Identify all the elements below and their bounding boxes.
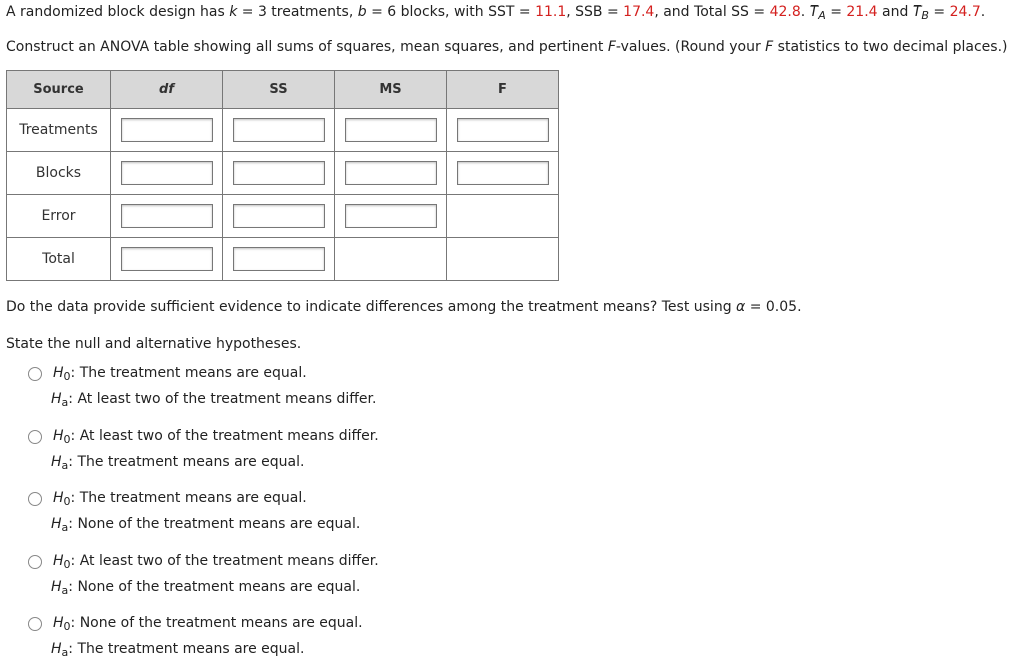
- header-f: F: [447, 71, 559, 109]
- alt-hypothesis: $H_a$: None of the treatment means are equal.: [51, 579, 361, 597]
- treatments-ss-input[interactable]: [233, 118, 325, 142]
- radio-button[interactable]: [28, 617, 42, 631]
- header-ms: MS: [335, 71, 447, 109]
- row-blocks: [7, 152, 559, 195]
- source-treatments: Treatments: [7, 109, 111, 152]
- radio-button[interactable]: [28, 430, 42, 444]
- total-ms-empty: [335, 238, 447, 281]
- null-hypothesis: $H_0$: The treatment means are equal.: [53, 490, 307, 508]
- instruction: Construct an ANOVA table showing all sums of squares, mean squares, and pertinent F-values. (Round your F statistics to two decimal places.): [6, 39, 1008, 55]
- blocks-ss-input[interactable]: [233, 161, 325, 185]
- radio-button[interactable]: [28, 367, 42, 381]
- source-blocks: Blocks: [7, 152, 111, 195]
- error-f-empty: [447, 195, 559, 238]
- null-hypothesis: $H_0$: None of the treatment means are equal.: [53, 615, 363, 633]
- ssb-value: 17.4: [623, 4, 655, 20]
- total-ss-input[interactable]: [233, 247, 325, 271]
- sst-value: 11.1: [535, 4, 567, 20]
- anova-table: [6, 70, 559, 281]
- null-hypothesis: $H_0$: At least two of the treatment means differ.: [53, 553, 379, 571]
- header-df: df: [111, 71, 223, 109]
- anova-header-row: [7, 71, 559, 109]
- error-ms-input[interactable]: [345, 204, 437, 228]
- header-ss: SS: [223, 71, 335, 109]
- source-total: Total: [7, 238, 111, 281]
- row-error: [7, 195, 559, 238]
- problem-statement: A randomized block design has k = 3 treatments, b = 6 blocks, with SST = 11.1, SSB = 17.4, and Total SS = 42.8. $T_A = 21.4$ and $T_B = 24.7$.: [6, 4, 986, 22]
- ta-value: 21.4: [846, 4, 878, 20]
- error-df-input[interactable]: [121, 204, 213, 228]
- treatments-ms-input[interactable]: [345, 118, 437, 142]
- blocks-f-input[interactable]: [457, 161, 549, 185]
- treatments-f-input[interactable]: [457, 118, 549, 142]
- blocks-df-input[interactable]: [121, 161, 213, 185]
- treatments-df-input[interactable]: [121, 118, 213, 142]
- total-ss-value: 42.8: [769, 4, 801, 20]
- test-question: Do the data provide sufficient evidence to indicate differences among the treatment means? Test using α = 0.05.: [6, 299, 802, 315]
- source-error: Error: [7, 195, 111, 238]
- total-f-empty: [447, 238, 559, 281]
- tb-value: 24.7: [949, 4, 981, 20]
- null-hypothesis: $H_0$: At least two of the treatment means differ.: [53, 428, 379, 446]
- row-treatments: [7, 109, 559, 152]
- header-source: Source: [7, 71, 111, 109]
- radio-button[interactable]: [28, 555, 42, 569]
- blocks-ms-input[interactable]: [345, 161, 437, 185]
- alt-hypothesis: $H_a$: The treatment means are equal.: [51, 454, 305, 472]
- error-ss-input[interactable]: [233, 204, 325, 228]
- alt-hypothesis: $H_a$: At least two of the treatment means differ.: [51, 391, 377, 409]
- alt-hypothesis: $H_a$: The treatment means are equal.: [51, 641, 305, 659]
- alt-hypothesis: $H_a$: None of the treatment means are equal.: [51, 516, 361, 534]
- null-hypothesis: $H_0$: The treatment means are equal.: [53, 365, 307, 383]
- row-total: [7, 238, 559, 281]
- hypotheses-prompt: State the null and alternative hypotheses.: [6, 336, 302, 352]
- total-df-input[interactable]: [121, 247, 213, 271]
- radio-button[interactable]: [28, 492, 42, 506]
